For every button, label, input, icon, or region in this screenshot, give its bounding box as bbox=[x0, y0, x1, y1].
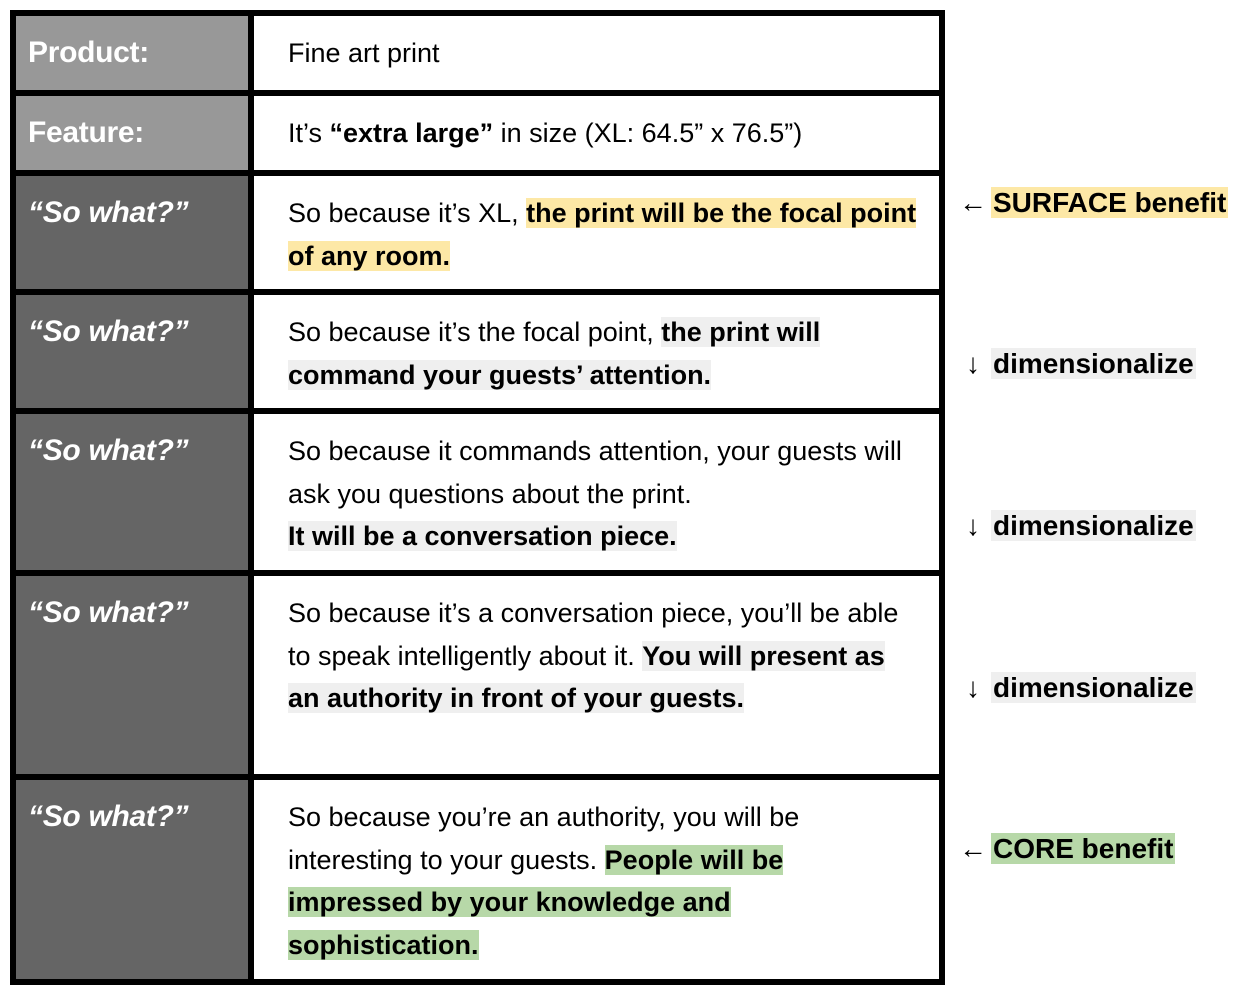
table-row bbox=[13, 13, 942, 93]
benefit-highlight: You will present as an authority in front of your guests. bbox=[288, 640, 885, 713]
row-label: “So what?” bbox=[28, 196, 189, 229]
row-label: “So what?” bbox=[28, 800, 189, 833]
row-text bbox=[254, 176, 939, 277]
row-text-cell bbox=[251, 411, 942, 573]
down-arrow-icon: ↓ bbox=[966, 348, 980, 379]
table-row bbox=[13, 573, 942, 777]
row-label: “So what?” bbox=[28, 315, 189, 348]
row-text bbox=[254, 96, 939, 155]
left-arrow-icon: ← bbox=[959, 187, 987, 218]
table-row bbox=[13, 173, 942, 292]
benefit-highlight: the print will command your guests’ attention. bbox=[288, 317, 821, 390]
down-arrow-icon: ↓ bbox=[966, 510, 980, 541]
row-label-cell bbox=[13, 411, 251, 573]
row-lead-text: So because it’s a conversation piece, you’ll be able to speak intelligently about it. bbox=[288, 598, 899, 671]
row-text bbox=[254, 576, 939, 720]
surface-benefit-highlight: the print will be the focal point of any room. bbox=[288, 198, 917, 271]
dimensionalize-annotation bbox=[955, 510, 1196, 542]
so-what-table bbox=[10, 10, 945, 985]
core-benefit-annotation bbox=[955, 833, 1175, 865]
row-label-cell bbox=[13, 777, 251, 982]
product-value: Fine art print bbox=[288, 38, 440, 68]
core-benefit-highlight: People will be impressed by your knowledge and sophistication. bbox=[288, 844, 784, 960]
row-text bbox=[254, 780, 939, 966]
row-lead-text: So because it’s the focal point, bbox=[288, 317, 662, 347]
row-label: Feature: bbox=[28, 116, 144, 149]
row-text-cell bbox=[251, 173, 942, 292]
annotation-label: CORE benefit bbox=[993, 833, 1174, 864]
annotation-label: dimensionalize bbox=[993, 348, 1194, 379]
annotation-label: SURFACE benefit bbox=[993, 187, 1227, 218]
row-label: “So what?” bbox=[28, 434, 189, 467]
row-text bbox=[254, 16, 939, 75]
row-label-cell bbox=[13, 573, 251, 777]
row-lead-text: So because you’re an authority, you will be interesting to your guests. bbox=[288, 802, 800, 875]
annotation-label: dimensionalize bbox=[993, 510, 1194, 541]
row-text-cell bbox=[251, 13, 942, 93]
row-lead-text: So because it commands attention, your guests will ask you questions about the print. bbox=[288, 436, 902, 509]
table-row bbox=[13, 411, 942, 573]
row-text-cell bbox=[251, 292, 942, 411]
row-lead-text: So because it’s XL, bbox=[288, 198, 527, 228]
row-text bbox=[254, 414, 939, 558]
row-label-cell bbox=[13, 173, 251, 292]
table-row bbox=[13, 777, 942, 982]
feature-text-end: in size (XL: 64.5” x 76.5”) bbox=[493, 118, 803, 148]
annotation-label: dimensionalize bbox=[993, 672, 1194, 703]
down-arrow-icon: ↓ bbox=[966, 672, 980, 703]
row-text bbox=[254, 295, 939, 396]
table-row bbox=[13, 93, 942, 173]
row-text-cell bbox=[251, 93, 942, 173]
surface-benefit-annotation bbox=[955, 187, 1228, 219]
row-label-cell bbox=[13, 13, 251, 93]
dimensionalize-annotation bbox=[955, 672, 1196, 704]
row-label: Product: bbox=[28, 36, 149, 69]
feature-text-start: It’s bbox=[288, 118, 330, 148]
row-label: “So what?” bbox=[28, 596, 189, 629]
table-row bbox=[13, 292, 942, 411]
row-label-cell bbox=[13, 292, 251, 411]
benefit-highlight: It will be a conversation piece. bbox=[288, 521, 677, 551]
feature-emphasis: “extra large” bbox=[329, 118, 494, 148]
row-label-cell bbox=[13, 93, 251, 173]
left-arrow-icon: ← bbox=[959, 833, 987, 864]
dimensionalize-annotation bbox=[955, 348, 1196, 380]
row-text-cell bbox=[251, 777, 942, 982]
row-text-cell bbox=[251, 573, 942, 777]
